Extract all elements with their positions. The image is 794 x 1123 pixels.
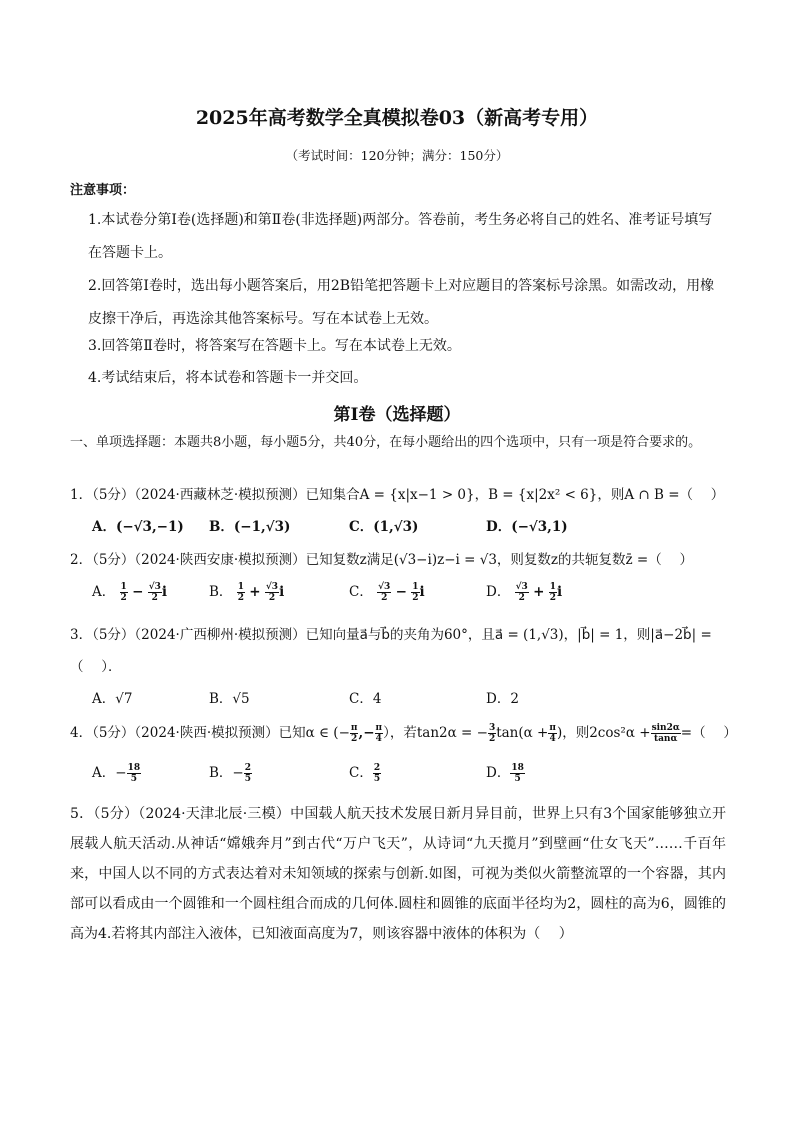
fraction: $\frac{1}{2}$ xyxy=(412,582,419,603)
question-2-option-c: C． $\frac{√3}{2}$ − $\frac{1}{2}$ i xyxy=(349,582,425,603)
question-2-option-b: B． $\frac{1}{2}$ + $\frac{√3}{2}$ i xyxy=(209,582,285,603)
notice-item-1-text: 1.本试卷分第Ⅰ卷(选择题)和第Ⅱ卷(非选择题)两部分。答卷前，考生务必将自己的姓名、准考证号填写在答题卡上。 xyxy=(88,212,713,261)
question-4-option-b: B．− $\frac{2}{5}$ xyxy=(209,763,251,784)
fraction: $\frac{√3}{2}$ xyxy=(265,582,279,603)
question-1-stem: 1．（5分）（2024·西藏林芝·模拟预测）已知集合A = {x|x−1 > 0}，B = {x|2x² < 6}，则A ∩ B =（ ） xyxy=(70,487,725,503)
notice-item-1 xyxy=(88,204,726,270)
section-title: 第Ⅰ卷（选择题） xyxy=(333,405,461,425)
fraction: $\frac{\pi}{4}$ xyxy=(549,723,556,744)
question-2-option-a: A． $\frac{1}{2}$ − $\frac{√3}{2}$ i xyxy=(92,582,168,603)
fraction: $\frac{1}{2}$ xyxy=(549,582,556,603)
fraction: $\frac{√3}{2}$ xyxy=(148,582,161,603)
fraction: $\frac{1}{2}$ xyxy=(237,582,244,603)
question-4-option-d: D． $\frac{18}{5}$ xyxy=(486,763,524,784)
fraction: $\frac{2}{5}$ xyxy=(373,763,381,784)
fraction: $\frac{18}{5}$ xyxy=(511,763,524,784)
option-letter: C． xyxy=(349,584,373,600)
fraction: $\frac{\pi}{4}$ xyxy=(375,723,383,744)
fraction: $\frac{\pi}{2}$ xyxy=(350,723,358,744)
notice-item-4: 4.考试结束后，将本试卷和答题卡一并交回。 xyxy=(88,370,368,386)
question-3-option-c: C．4 xyxy=(349,691,382,707)
question-3-option-a: A．√7 xyxy=(92,691,133,707)
question-1-option-b: B．(−1,√3) xyxy=(209,519,291,535)
question-4-option-a: A．− $\frac{18}{5}$ xyxy=(92,763,141,784)
fraction: $\frac{\sin 2\alpha}{\tan\alpha}$ xyxy=(651,723,680,744)
page-title: 2025年高考数学全真模拟卷03（新高考专用） xyxy=(195,107,599,129)
notice-item-3: 3.回答第Ⅱ卷时，将答案写在答题卡上。写在本试卷上无效。 xyxy=(88,338,461,354)
question-3-stem: 3．（5分）（2024·广西柳州·模拟预测）已知向量a⃗与b⃗的夹角为60°，且a⃗ = (1,√3)，|b⃗| = 1，则|a⃗−2b⃗| = xyxy=(70,627,712,643)
notice-item-2 xyxy=(88,270,726,336)
question-2-option-d: D． $\frac{√3}{2}$ + $\frac{1}{2}$ i xyxy=(486,582,563,603)
section-instruction: 一、单项选择题：本题共8小题，每小题5分，共40分，在每小题给出的四个选项中，只有一项是符合要求的。 xyxy=(70,435,702,450)
question-5-stem: 5．（5分）（2024·天津北辰·三模）中国载人航天技术发展日新月异目前，世界上只有3个国家能够独立开展载人航天活动.从神话“嫦娥奔月”到古代“万户飞天”，从诗词“九天揽月”到壁画“仕女飞天”……千百年来，中国人以不同的方式表达着对未知领域的探索与创新.如图，可视为类似火箭整流罩的一个容器，其内部可以看成由一个圆锥和一个圆柱组合而成的几何体.圆柱和圆锥的底面半径均为2，圆柱的高为6，圆锥的高为4.若将其内部注入液体，已知液面高度为7，则该容器中液体的体积为（ ） xyxy=(70,806,726,942)
option-letter: B． xyxy=(209,584,233,600)
question-4-option-c: C． $\frac{2}{5}$ xyxy=(349,763,381,784)
fraction: $\frac{√3}{2}$ xyxy=(378,582,391,603)
question-1-option-d: D．(−√3,1) xyxy=(486,519,568,535)
fraction: $\frac{2}{5}$ xyxy=(244,763,251,784)
exam-duration-note: （考试时间：120分钟；满分：150分） xyxy=(285,148,509,163)
question-3-stem-cont: （ ）． xyxy=(70,659,122,675)
option-letter: A． xyxy=(92,584,116,600)
notice-item-2-text: 2.回答第Ⅰ卷时，选出每小题答案后，用2B铅笔把答题卡上对应题目的答案标号涂黑。如需改动，用橡皮擦干净后，再选涂其他答案标号。写在本试卷上无效。 xyxy=(88,278,715,327)
question-1-option-c: C．(1,√3) xyxy=(349,519,419,535)
fraction: $\frac{18}{5}$ xyxy=(127,763,141,784)
fraction: $\frac{1}{2}$ xyxy=(120,582,127,603)
question-2-stem: 2．（5分）（2024·陕西安康·模拟预测）已知复数z满足(√3−i)z−i = √3，则复数z的共轭复数z̄ =（ ） xyxy=(70,552,694,568)
question-3-option-d: D．2 xyxy=(486,691,519,707)
question-4-stem: 4．（5分）（2024·陕西·模拟预测）已知α ∈ (− $\frac{\pi}{2}$ ,− $\frac{\pi}{4}$ ），若tan2α = − $\frac{3}{2}$ tan(α + $\frac{\pi}{4}$ )，则2cos²α + $\frac{\sin 2\alpha}{\tan\alpha}$ =（ ） xyxy=(70,723,737,744)
question-3-option-b: B．√5 xyxy=(209,691,250,707)
notice-heading: 注意事项： xyxy=(70,183,136,198)
fraction: $\frac{√3}{2}$ xyxy=(515,582,528,603)
fraction: $\frac{3}{2}$ xyxy=(488,723,496,744)
question-1-option-a: A．(−√3,−1) xyxy=(92,519,184,535)
option-letter: D． xyxy=(486,584,511,600)
